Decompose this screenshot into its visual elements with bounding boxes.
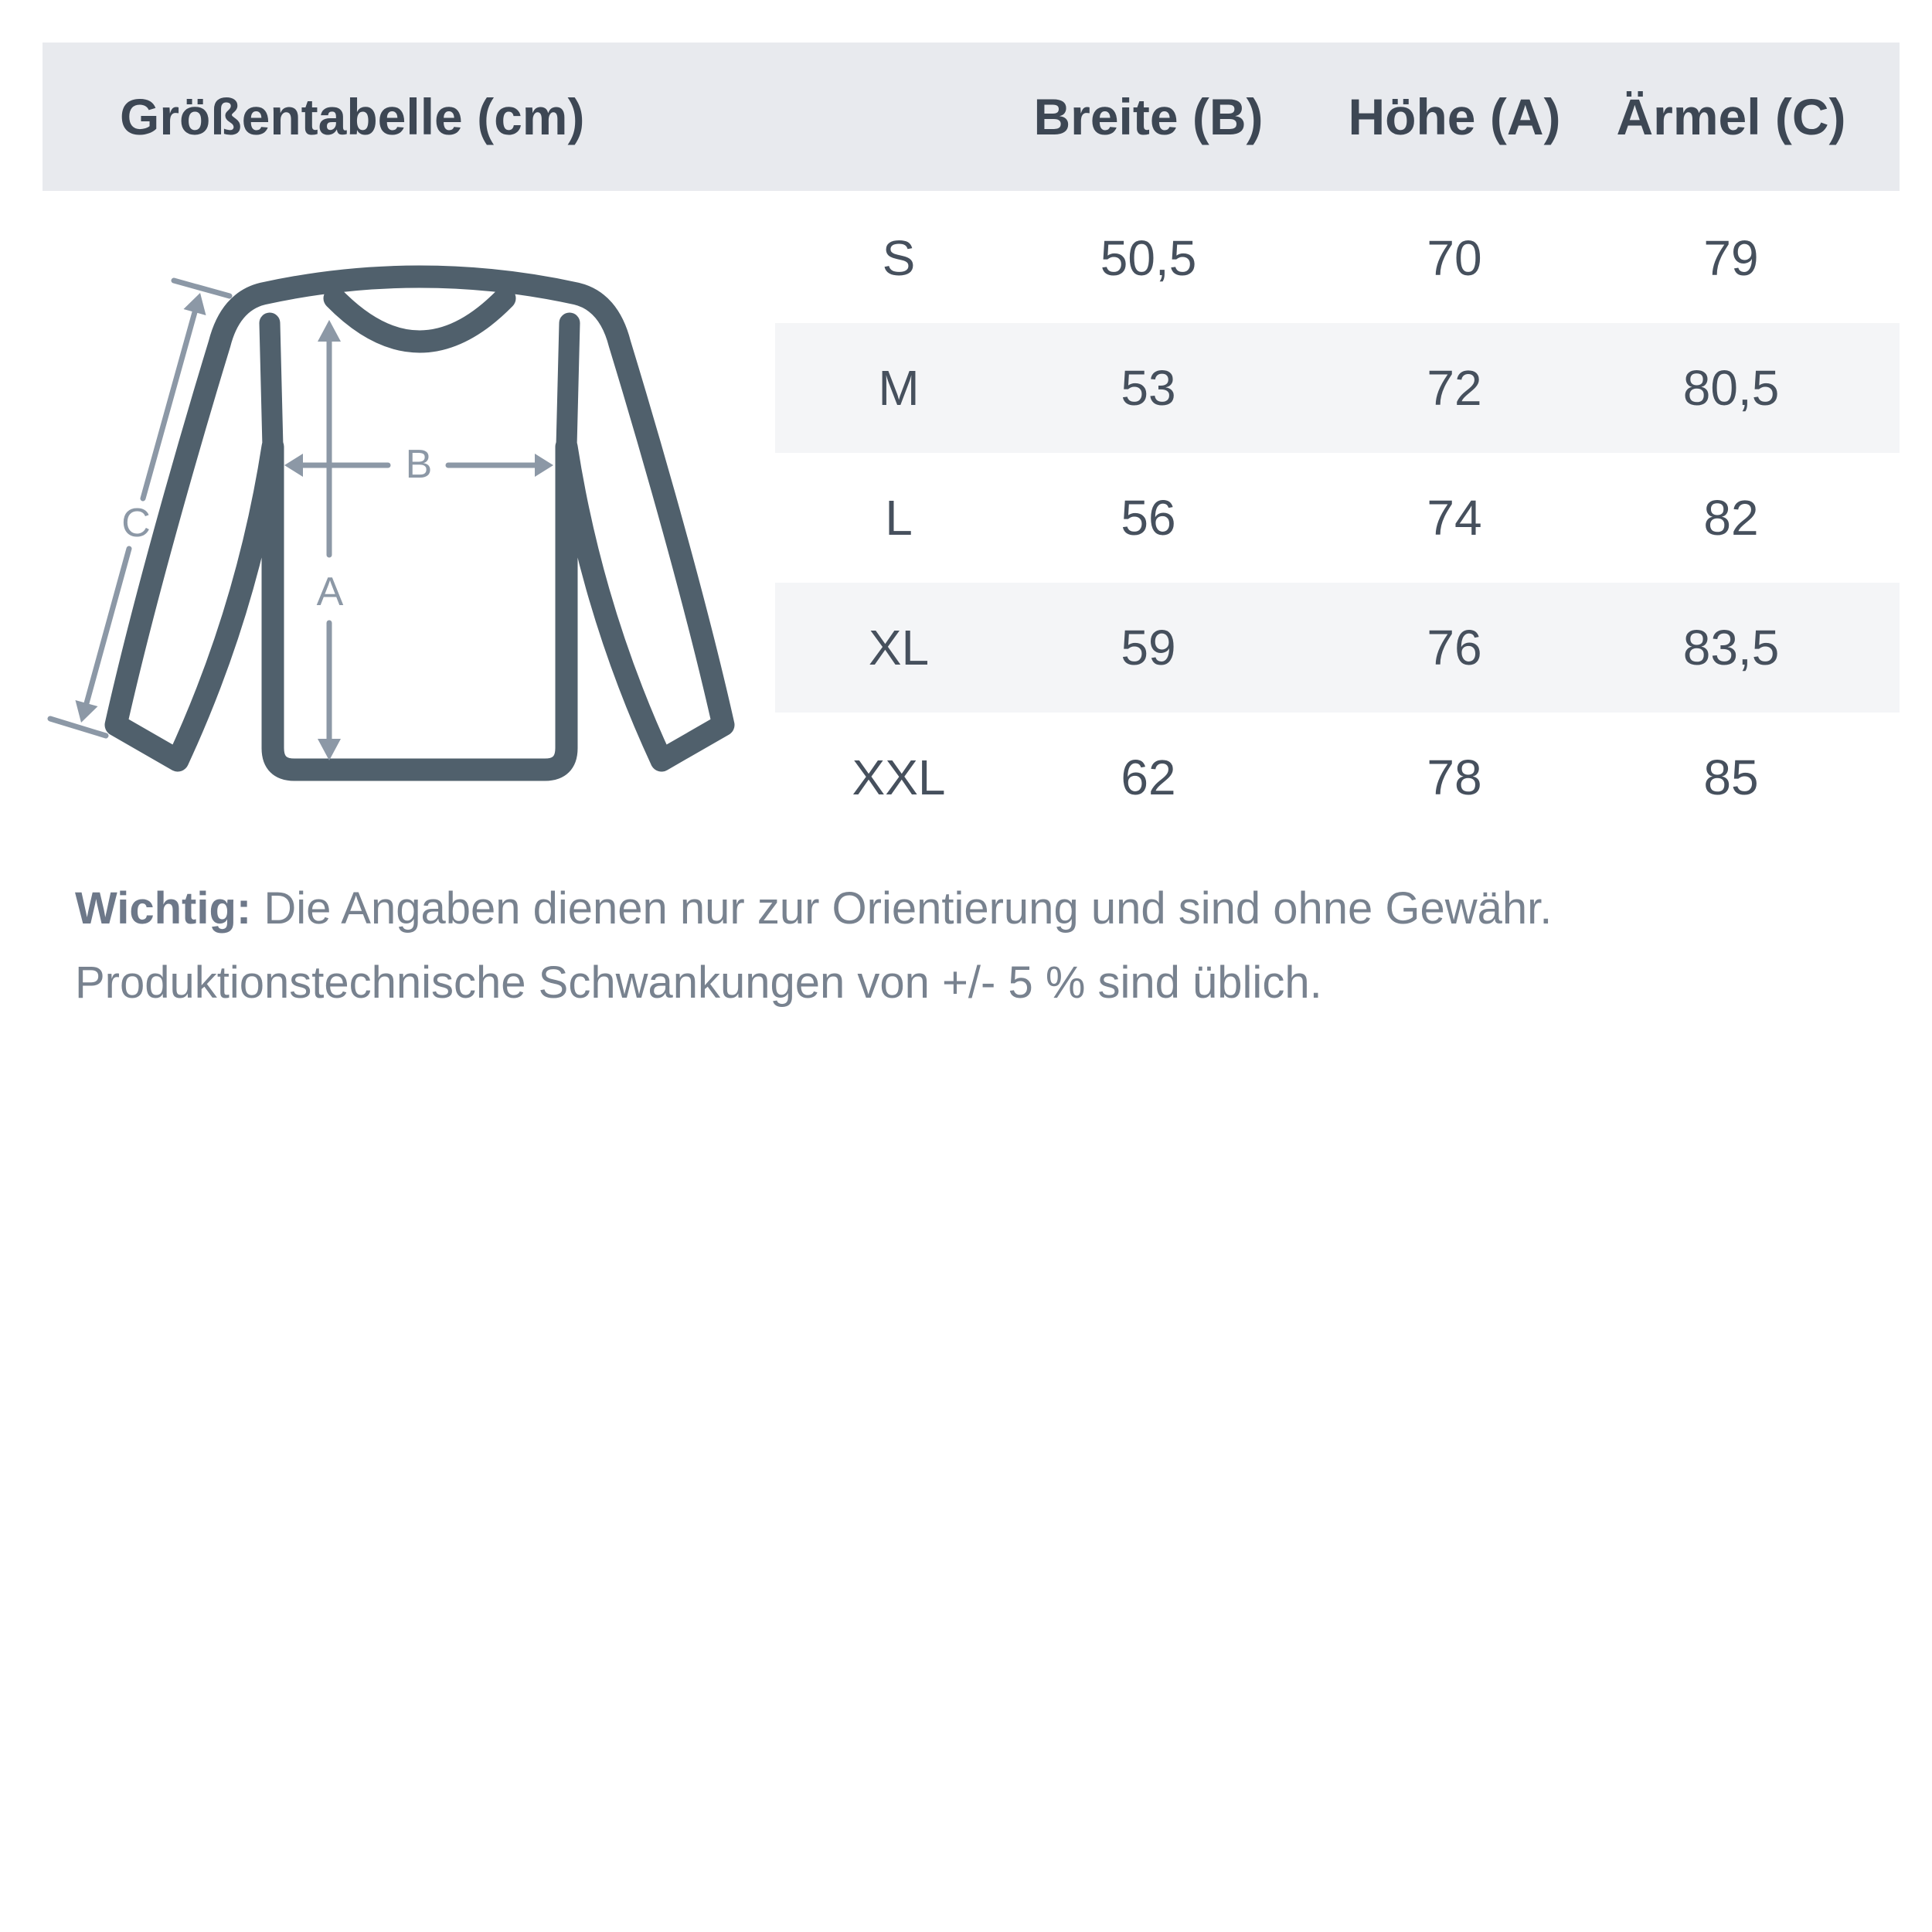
width-value: 50,5: [1100, 230, 1197, 286]
table-row: [775, 453, 1900, 583]
sweater-outline-icon: [116, 277, 723, 770]
sleeve-value: 82: [1703, 490, 1759, 546]
height-value: 78: [1427, 750, 1482, 805]
label-b: B: [405, 442, 433, 487]
width-value: 56: [1121, 490, 1176, 546]
collar-icon: [335, 298, 505, 342]
column-header-width: Breite (B): [1033, 88, 1264, 145]
size-label: XL: [868, 620, 930, 675]
table-row: [775, 323, 1900, 453]
disclaimer-lead: Wichtig:: [75, 883, 252, 934]
size-label: M: [878, 360, 920, 416]
garment-measurement-diagram: [0, 255, 819, 842]
page-title: Größentabelle (cm): [120, 88, 585, 145]
column-header-height: Höhe (A): [1348, 88, 1561, 145]
sleeve-value: 79: [1703, 230, 1759, 286]
height-value: 76: [1427, 620, 1482, 675]
height-value: 70: [1427, 230, 1482, 286]
sleeve-value: 85: [1703, 750, 1759, 805]
width-value: 59: [1121, 620, 1176, 675]
label-a: A: [316, 570, 344, 614]
sleeve-value: 80,5: [1682, 360, 1780, 416]
height-value: 72: [1427, 360, 1482, 416]
size-table: [775, 193, 1900, 842]
size-label: L: [885, 490, 913, 546]
dimension-arrow-b: [284, 442, 553, 487]
height-value: 74: [1427, 490, 1482, 546]
width-value: 53: [1121, 360, 1176, 416]
disclaimer-line-1: [75, 872, 1876, 946]
size-label: S: [882, 230, 916, 286]
table-row: [775, 193, 1900, 323]
sleeve-value: 83,5: [1682, 620, 1780, 675]
disclaimer-line-2: Produktionstechnische Schwankungen von +/- 5 % sind üblich.: [75, 957, 1322, 1008]
table-row: [775, 713, 1900, 842]
width-value: 62: [1121, 750, 1176, 805]
dimension-arrow-a: [317, 320, 344, 760]
column-header-sleeve: Ärmel (C): [1616, 88, 1846, 145]
label-c: C: [121, 501, 151, 546]
size-label: XXL: [852, 750, 946, 805]
disclaimer-line-1-text: Die Angaben dienen nur zur Orientierung und sind ohne Gewähr.: [251, 883, 1553, 934]
disclaimer-note: [75, 872, 1876, 1020]
table-header-band: [43, 43, 1900, 191]
table-row: [775, 583, 1900, 713]
